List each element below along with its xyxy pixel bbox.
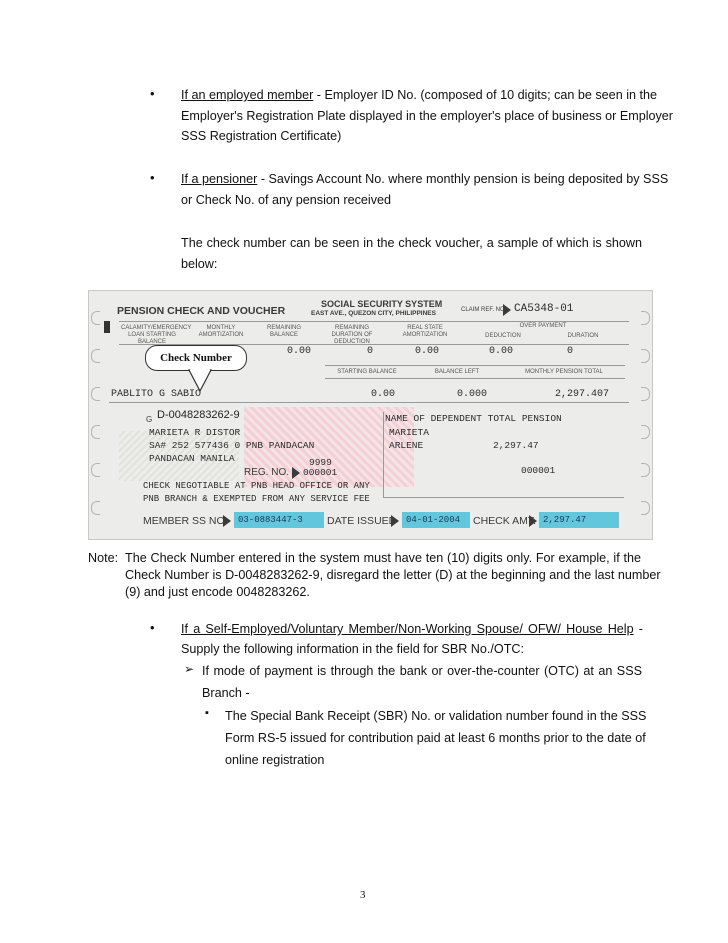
remaining-duration-value: 0 bbox=[367, 346, 374, 357]
self-employed-line-1 bbox=[181, 621, 643, 637]
self-employed-line-2: Supply the following information in the field for SBR No./OTC: bbox=[181, 642, 524, 656]
sbr-line-3: online registration bbox=[225, 753, 325, 767]
negotiable-line-2: PNB BRANCH & EXEMPTED FROM ANY SERVICE FEE bbox=[143, 494, 370, 504]
sbr-line-2: Form RS-5 issued for contribution paid at least 6 months prior to the date of bbox=[225, 731, 646, 745]
check-amount-label: CHECK AMT. bbox=[473, 515, 537, 527]
dependent-box bbox=[383, 412, 624, 498]
employed-line-3: SSS Registration Certificate) bbox=[181, 129, 342, 143]
subheader-row bbox=[325, 365, 625, 379]
employed-lead: If an employed member bbox=[181, 88, 314, 102]
header-deduction: DEDUCTION bbox=[485, 333, 521, 339]
claim-ref-label: CLAIM REF. NO. bbox=[461, 307, 507, 313]
remaining-balance-value: 0.00 bbox=[287, 346, 312, 357]
payment-mode-line-1: If mode of payment is through the bank or over-the-counter (OTC) at an SSS bbox=[202, 664, 642, 678]
check-prefix: G bbox=[146, 415, 153, 424]
dependent-name-1: MARIETA bbox=[389, 427, 429, 438]
header-loan-balance: CALAMITY/EMERGENCY LOAN STARTING BALANCE bbox=[121, 325, 192, 345]
subheader-monthly-pension-total: MONTHLY PENSION TOTAL bbox=[525, 369, 603, 375]
payee-address-2: SA# 252 577436 0 PNB PANDACAN bbox=[149, 440, 315, 451]
payee-address-1: MARIETA R DISTOR bbox=[149, 427, 241, 438]
pensioner-line-1 bbox=[181, 171, 668, 187]
self-employed-dash: - bbox=[633, 622, 643, 636]
starting-balance-value: 0.00 bbox=[371, 389, 396, 400]
reg-no-value: 000001 bbox=[303, 467, 338, 478]
monthly-pension-total-value: 2,297.407 bbox=[555, 389, 610, 400]
bullet: • bbox=[150, 170, 155, 185]
bullet: • bbox=[150, 86, 155, 101]
header-remaining-duration: REMAINING DURATION OF DEDUCTION bbox=[331, 325, 373, 345]
balance-left-value: 0.000 bbox=[457, 389, 488, 400]
pensioner-line-2: or Check No. of any pension received bbox=[181, 193, 392, 207]
note-line-3: (9) and just encode 0048283262. bbox=[125, 585, 310, 599]
member-ss-value: 03-0883447-3 bbox=[234, 512, 324, 528]
check-number-callout: Check Number bbox=[145, 345, 247, 371]
header-monthly-amortization: MONTHLY AMORTIZATION bbox=[198, 325, 244, 338]
check-amount-value: 2,297.47 bbox=[539, 512, 619, 528]
header-duration: DURATION bbox=[567, 333, 599, 339]
subheader-balance-left: BALANCE LEFT bbox=[434, 369, 480, 375]
dependent-code: 000001 bbox=[521, 465, 556, 476]
note-line-1: The Check Number entered in the system must have ten (10) digits only. For example, if the bbox=[125, 551, 641, 565]
dependent-name-2: ARLENE bbox=[389, 440, 424, 451]
real-state-value: 0.00 bbox=[415, 346, 440, 357]
employed-line-2: Employer's Registration Plate displayed in the employer's place of business or Employer bbox=[181, 109, 674, 123]
note-line-2: Check Number is D-0048283262-9, disregard the letter (D) at the beginning and the last number bbox=[125, 568, 661, 582]
header-remaining-balance: REMAINING BALANCE bbox=[266, 325, 301, 338]
check-number-value: D-0048283262-9 bbox=[157, 409, 240, 421]
voucher-org: SOCIAL SECURITY SYSTEM bbox=[321, 299, 443, 309]
employed-line-1 bbox=[181, 87, 657, 103]
payment-mode-line-2: Branch - bbox=[202, 686, 250, 700]
note-label: Note: bbox=[88, 551, 119, 565]
negotiable-line-1: CHECK NEGOTIABLE AT PNB HEAD OFFICE OR ANY bbox=[143, 481, 370, 491]
dependent-header: NAME OF DEPENDENT TOTAL PENSION bbox=[385, 413, 562, 424]
page-number: 3 bbox=[360, 889, 366, 901]
deduction-value: 0.00 bbox=[489, 346, 514, 357]
employed-line-1-rest: - Employer ID No. (composed of 10 digits; can be seen in the bbox=[313, 88, 657, 102]
pensioner-line-1-rest: - Savings Account No. where monthly pension is being deposited by SSS bbox=[257, 172, 669, 186]
reg-no-label: REG. NO. bbox=[244, 467, 290, 478]
voucher-intro-line-2: below: bbox=[181, 257, 218, 271]
header-real-state: REAL STATE AMORTIZATION bbox=[402, 325, 448, 338]
arrow-icon bbox=[529, 515, 537, 527]
arrow-icon bbox=[223, 515, 231, 527]
voucher-address: EAST AVE., QUEZON CITY, PHILIPPINES bbox=[311, 310, 436, 317]
pensioner-lead: If a pensioner bbox=[181, 172, 258, 186]
arrow-icon bbox=[292, 467, 300, 479]
date-issued-label: DATE ISSUED bbox=[327, 515, 397, 527]
sbr-line-1: The Special Bank Receipt (SBR) No. or validation number found in the SSS bbox=[225, 709, 647, 723]
header-over-payment: OVER PAYMENT bbox=[519, 323, 567, 329]
voucher-intro-line-1: The check number can be seen in the check voucher, a sample of which is shown bbox=[181, 236, 642, 250]
claim-ref-value: CA5348-01 bbox=[514, 303, 574, 315]
payee-name: PABLITO G SABIO bbox=[111, 389, 202, 400]
duration-value: 0 bbox=[567, 346, 574, 357]
pension-check-voucher-image bbox=[88, 290, 653, 540]
payee-address-code: 9999 bbox=[309, 457, 332, 468]
arrow-icon bbox=[391, 515, 399, 527]
voucher-title: PENSION CHECK AND VOUCHER bbox=[117, 305, 286, 317]
date-issued-value: 04-01-2004 bbox=[402, 512, 470, 528]
bullet: • bbox=[150, 620, 155, 635]
member-ss-label: MEMBER SS NO. bbox=[143, 515, 228, 527]
dependent-amount: 2,297.47 bbox=[493, 440, 539, 451]
arrow-bullet-icon: ➢ bbox=[184, 662, 195, 676]
self-employed-lead: If a Self-Employed/Voluntary Member/Non-Working Spouse/ OFW/ House Help bbox=[181, 622, 634, 636]
divider bbox=[109, 402, 629, 403]
subheader-starting-balance: STARTING BALANCE bbox=[337, 369, 397, 375]
payee-address-3: PANDACAN MANILA bbox=[149, 453, 235, 464]
square-bullet-icon: ▪ bbox=[205, 707, 209, 719]
